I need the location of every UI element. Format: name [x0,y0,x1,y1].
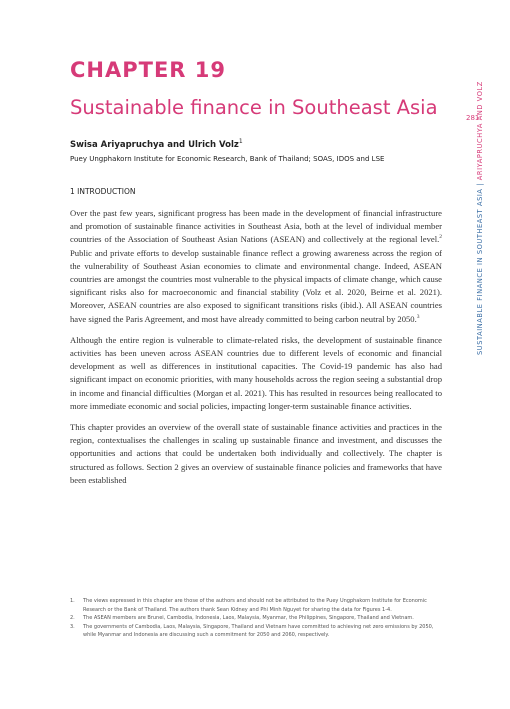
authors-line [70,138,243,150]
affiliation: Puey Ungphakorn Institute for Economic Research, Bank of Thailand; SOAS, IDOS and LSE [70,155,385,163]
authors-footnote-marker: 1 [238,138,243,145]
footnote [70,623,442,640]
page-number: 281 [466,114,480,122]
footnote-text: The ASEAN members are Brunei, Cambodia, Indonesia, Laos, Malaysia, Myanmar, the Philippines, Singapore, Thailand and Vietnam. [83,615,414,622]
running-title: SUSTAINABLE FINANCE IN SOUTHEAST ASIA [476,188,484,355]
footnote-number: 3. [70,623,75,630]
paragraph-text: Public and private efforts to develop sustainable finance reflect a growing awareness across the region of the vulnerability of Southeast Asian economies to climate and environmental change. Indeed, ASEAN countries are amongst the countries most vulnerable to the physical impacts of climate change, which cause significant risks also for macroeconomic and financial stability (Volz et al. 2020, Beirne et al. 2021). Moreover, ASEAN countries are also exposed to significant transitions risks (ibid.). All ASEAN countries have signed the Paris Agreement, and most have already committed to being carbon neutral by 2050. [70,247,442,324]
footnote-marker: 3 [416,313,420,320]
footnote [70,614,442,623]
paragraph: This chapter provides an overview of the overall state of sustainable finance activities and practices in the region, contextualises the challenges in scaling up sustainable finance and investment, and discusses the opportunities and actions that could be undertaken both individually and collectively. The chapter is structured as follows. Section 2 gives an overview of sustainable finance policies and frameworks that have been established [70,422,442,485]
footnotes [70,597,442,640]
section-heading: 1 INTRODUCTION [70,187,136,196]
paragraph [70,207,442,326]
footnote-text: The governments of Cambodia, Laos, Malaysia, Singapore, Thailand and Vietnam have committed to achieving net zero emissions by 2050, while Myanmar and Indonesia are discussing such a commitment for 2050 and 2060, respectively. [83,623,434,639]
chapter-title: Sustainable finance in Southeast Asia [70,96,438,119]
running-authors: ARIYAPRUCHYA AND VOLZ [476,81,484,181]
running-separator: | [476,180,484,189]
footnote-number: 2. [70,615,75,622]
body-text [70,207,442,495]
authors-names: Swisa Ariyapruchya and Ulrich Volz [70,139,239,150]
footnote [70,597,442,614]
paragraph: Although the entire region is vulnerable to climate-related risks, the development of sustainable finance activities has been uneven across ASEAN countries due to different levels of economic and financial development as well as differences in institutional capacities. The Covid-19 pandemic has also had significant impact on economic priorities, with many households across the region seeing a substantial drop in income and financial difficulties (Morgan et al. 2021). This has resulted in resources being reallocated to more immediate economic and social policies, impacting longer-term sustainable finance activities. [70,334,442,411]
footnote-text: The views expressed in this chapter are those of the authors and should not be attributed to the Puey Ungphakorn Institute for Economic Research or the Bank of Thailand. The authors thank Sean Kidney and Phi Minh Nguyet for sharing the data for Figures 1-4. [83,598,427,613]
footnote-marker: 2 [439,234,442,241]
chapter-label: CHAPTER 19 [70,58,227,82]
running-header [476,81,484,355]
paragraph-text: Over the past few years, significant progress has been made in the development of financial infrastructure and promotion of sustainable finance activities in Southeast Asia, both at the level of individual member countries of the Association of Southeast Asian Nations (ASEAN) and collectively at the regional level. [70,208,442,245]
footnote-number: 1. [70,598,75,604]
